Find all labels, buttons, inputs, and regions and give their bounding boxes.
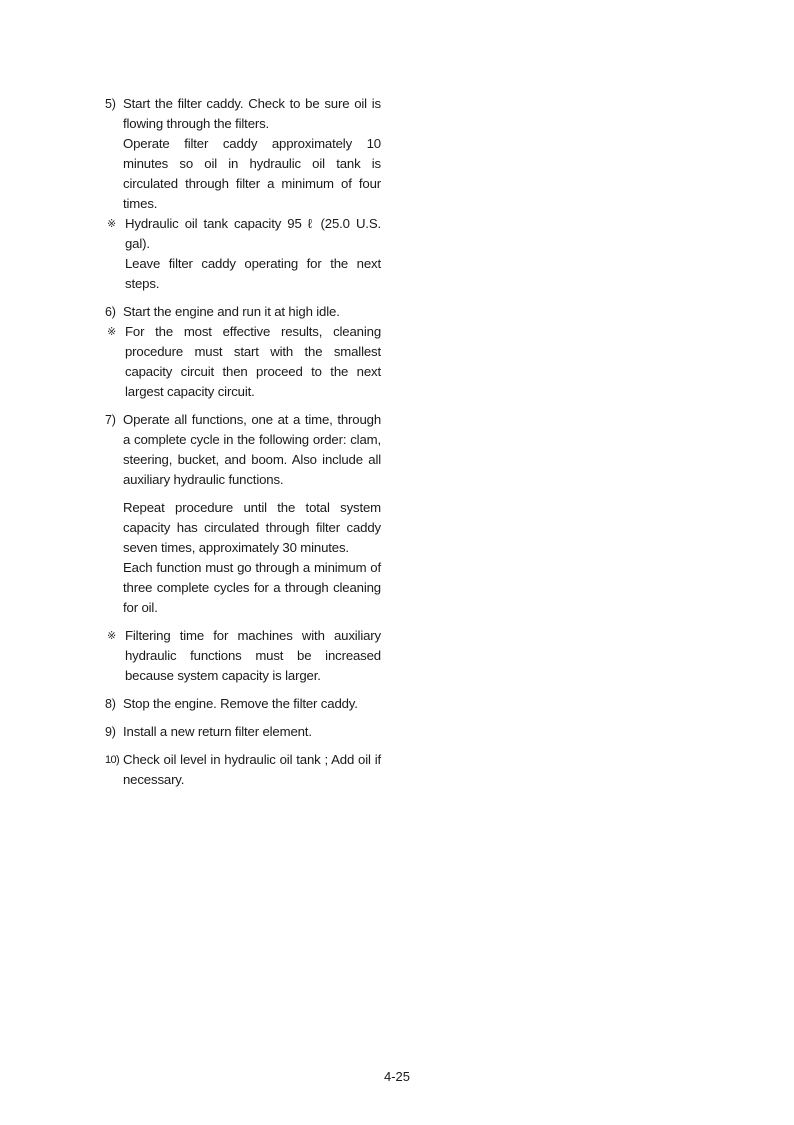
step-6 xyxy=(105,302,381,402)
step-5 xyxy=(105,94,381,294)
step-10 xyxy=(105,750,381,790)
note xyxy=(105,626,381,686)
step-number: 8) xyxy=(105,697,116,711)
step-7 xyxy=(105,410,381,618)
step-number: 6) xyxy=(105,305,116,319)
note-mark-icon: ※ xyxy=(107,218,117,230)
step-text: Each function must go through a minimum of three complete cycles for a through cleaning for oil. xyxy=(123,560,381,615)
page-number: 4-25 xyxy=(383,1069,411,1084)
step-text: Operate all functions, one at a time, through a complete cycle in the following order: clam, steering, bucket, and boom. Also include all auxiliary hydraulic functions. xyxy=(123,412,381,487)
step-text: Install a new return filter element. xyxy=(123,724,312,739)
note-text: For the most effective results, cleaning procedure must start with the smallest capacity circuit then proceed to the next largest capacity circuit. xyxy=(125,324,381,399)
step-text: Repeat procedure until the total system capacity has circulated through filter caddy seven times, approximately 30 minutes. xyxy=(123,500,381,555)
step-9 xyxy=(105,722,381,742)
note-text: Filtering time for machines with auxiliary hydraulic functions must be increased because system capacity is larger. xyxy=(125,628,381,683)
step-text: Operate filter caddy approximately 10 minutes so oil in hydraulic oil tank is circulated through filter a minimum of four times. xyxy=(123,136,381,211)
step-text: Start the engine and run it at high idle. xyxy=(123,304,340,319)
note xyxy=(105,214,381,294)
procedure-column xyxy=(105,94,381,798)
step-text: Leave filter caddy operating for the next steps. xyxy=(125,256,381,291)
step-number: 10) xyxy=(105,754,120,766)
step-text: Start the filter caddy. Check to be sure oil is flowing through the filters. xyxy=(123,96,381,131)
step-text: Stop the engine. Remove the filter caddy. xyxy=(123,696,358,711)
note xyxy=(105,322,381,402)
note-text: Hydraulic oil tank capacity 95 ℓ (25.0 U.S. gal). xyxy=(125,216,381,251)
filtering-note xyxy=(105,626,381,686)
step-8 xyxy=(105,694,381,714)
step-text: Check oil level in hydraulic oil tank ; Add oil if necessary. xyxy=(123,752,381,787)
step-number: 7) xyxy=(105,413,116,427)
note-mark-icon: ※ xyxy=(107,326,117,338)
note-mark-icon: ※ xyxy=(107,630,117,642)
step-number: 5) xyxy=(105,97,116,111)
step-number: 9) xyxy=(105,725,116,739)
